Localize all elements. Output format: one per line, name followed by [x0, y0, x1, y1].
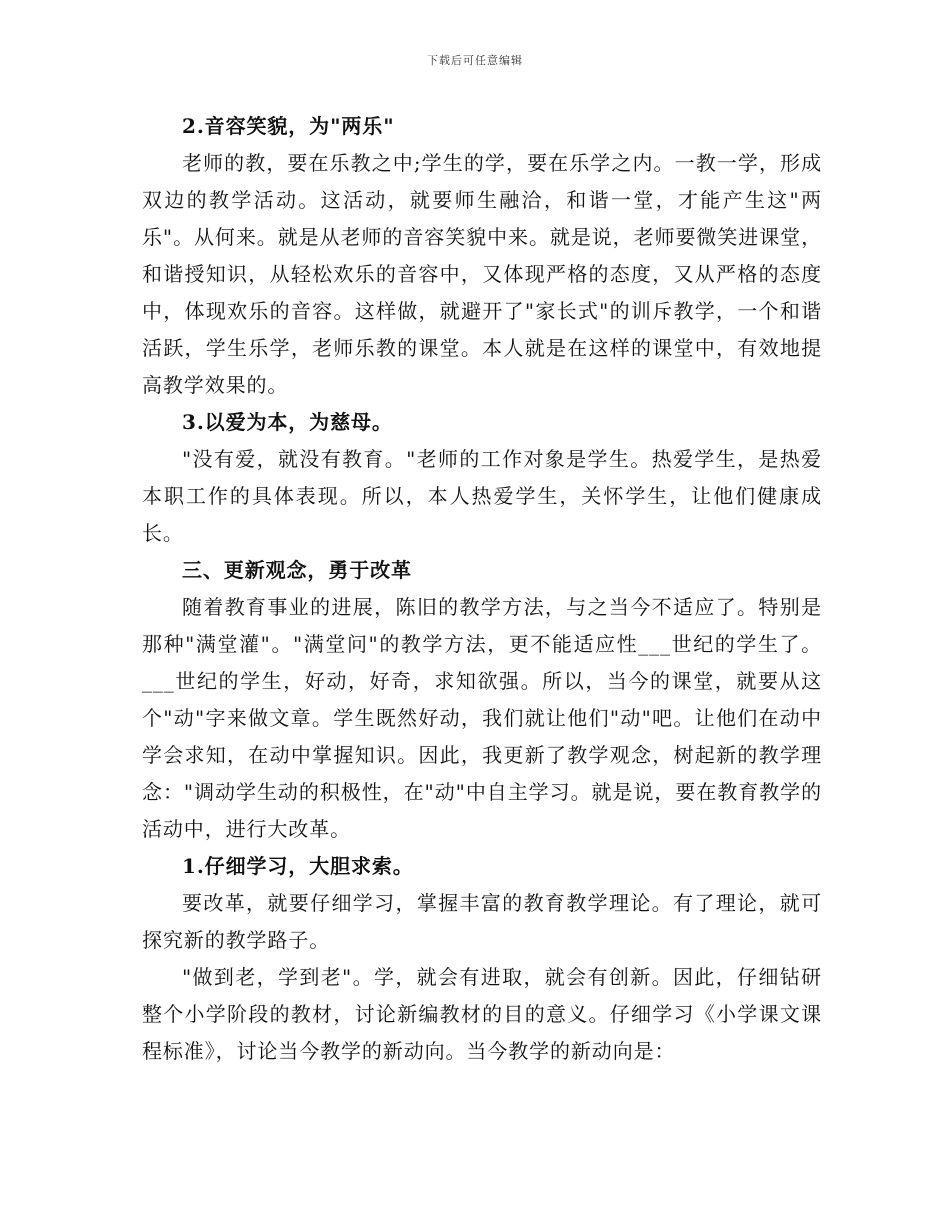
paragraph-love: "没有爱，就没有教育。"老师的工作对象是学生。热爱学生，是热爱本职工作的具体表现。所以，本人热爱学生，关怀学生，让他们健康成长。 — [142, 447, 822, 545]
paragraph-reform: 随着教育事业的进展，陈旧的教学方法，与之当今不适应了。特别是那种"满堂灌"。"满堂问"的教学方法，更不能适应性___世纪的学生了。___世纪的学生，好动，好奇，求知欲强。所以，当今的课堂，就要从这个"动"字来做文章。学生既然好动，我们就让他们"动"吧。让他们在动中学会求知，在动中掌握知识。因此，我更新了教学观念，树起新的教学理念："调动学生动的积极性，在"动"中自主学习。就是说，要在教育教学的活动中，进行大改革。 — [142, 595, 822, 841]
section-heading-reform: 三、更新观念，勇于改革 — [182, 558, 412, 582]
paragraph-two-joys: 老师的教，要在乐教之中;学生的学，要在乐学之内。一教一学，形成双边的教学活动。这活动，就要师生融洽，和谐一堂，才能产生这"两乐"。从何来。就是从老师的音容笑貌中来。就是说，老师要微笑进课堂，和谐授知识，从轻松欢乐的音容中，又体现严格的态度，又从严格的态度中，体现欢乐的音容。这样做，就避开了"家长式"的训斥教学，一个和谐活跃，学生乐学，老师乐教的课堂。本人就是在这样的课堂中，有效地提高教学效果的。 — [142, 151, 822, 397]
paragraph-lifelong-learning: "做到老，学到老"。学，就会有进取，就会有创新。因此，仔细钻研整个小学阶段的教材，讨论新编教材的目的意义。仔细学习《小学课文课程标准》，讨论当今教学的新动向。当今教学的新动向是： — [142, 965, 822, 1063]
paragraph-study: 要改革，就要仔细学习，掌握丰富的教育教学理论。有了理论，就可探究新的教学路子。 — [142, 891, 822, 952]
section-heading-love: 3.以爱为本，为慈母。 — [182, 410, 393, 434]
document-body — [142, 108, 822, 1070]
section-heading-two-joys: 2.音容笑貌，为"两乐" — [182, 114, 395, 138]
section-heading-study: 1.仔细学习，大胆求索。 — [182, 854, 414, 878]
page-header-note: 下载后可任意编辑 — [427, 54, 523, 67]
